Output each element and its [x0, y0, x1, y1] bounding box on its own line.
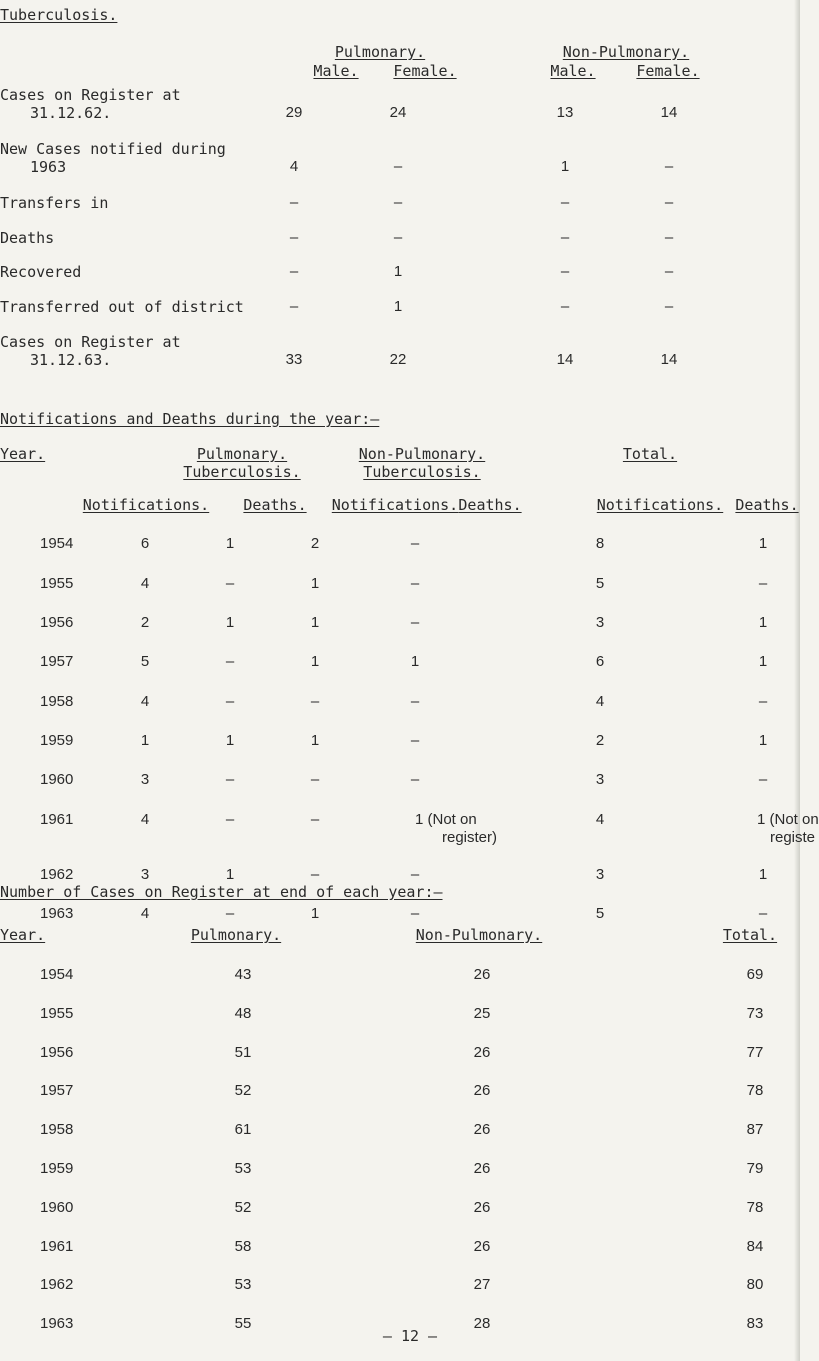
notifications-cell: 4 — [140, 905, 150, 922]
notifications-cell: – — [310, 811, 320, 828]
register-cell: – — [664, 263, 674, 280]
register-end-cell: 51 — [234, 1044, 252, 1061]
register-cell: 1 — [560, 158, 570, 175]
register-subheader: Female. — [393, 62, 457, 80]
notifications-note: registe — [770, 829, 816, 846]
register-cell: – — [393, 229, 403, 246]
notifications-subheader: Notifications. — [82, 496, 210, 514]
notifications-cell: – — [410, 732, 420, 749]
register-end-cell: 52 — [234, 1199, 252, 1216]
register-cell: 4 — [289, 158, 299, 175]
register-end-cell: 78 — [746, 1199, 764, 1216]
notifications-cell: 1 — [758, 653, 768, 670]
notifications-year: 1960 — [40, 771, 74, 788]
notifications-cell: 4 — [595, 811, 605, 828]
notifications-cell: 5 — [140, 653, 150, 670]
notifications-subheader: Deaths. — [243, 496, 307, 514]
notifications-cell: 1 — [310, 905, 320, 922]
register-end-year: 1962 — [40, 1276, 74, 1293]
register-end-header: Year. — [0, 926, 46, 944]
notifications-cell: – — [310, 866, 320, 883]
register-cell: 33 — [285, 351, 303, 368]
notifications-cell: – — [225, 905, 235, 922]
register-cell: – — [393, 194, 403, 211]
notifications-cell: 1 — [758, 614, 768, 631]
register-end-cell: 77 — [746, 1044, 764, 1061]
notifications-year-header: Year. — [0, 445, 46, 463]
notifications-cell: 1 (Not on — [415, 811, 477, 828]
register-group-header: Pulmonary. — [334, 43, 426, 61]
notifications-cell: 3 — [595, 614, 605, 631]
register-end-header: Non-Pulmonary. — [415, 926, 543, 944]
register-cell: 24 — [389, 104, 407, 121]
notifications-group-subheader: Tuberculosis. — [183, 463, 301, 481]
register-end-header: Total. — [722, 926, 778, 944]
notifications-cell: 1 — [225, 732, 235, 749]
register-end-cell: 26 — [473, 1121, 491, 1138]
notifications-cell: – — [225, 693, 235, 710]
notifications-subheader: Notifications. — [331, 496, 459, 514]
register-cell: 1 — [393, 263, 403, 280]
register-end-cell: 26 — [473, 1199, 491, 1216]
notifications-cell: 6 — [595, 653, 605, 670]
notifications-cell: – — [410, 575, 420, 592]
notifications-cell: 1 — [410, 653, 420, 670]
register-cell: – — [664, 298, 674, 315]
register-cell: – — [664, 158, 674, 175]
register-end-cell: 52 — [234, 1082, 252, 1099]
notifications-cell: – — [225, 771, 235, 788]
register-end-header: Pulmonary. — [190, 926, 282, 944]
notifications-year: 1957 — [40, 653, 74, 670]
register-row-label: Deaths — [0, 229, 55, 247]
notifications-cell: 3 — [140, 866, 150, 883]
register-row-label: Transferred out of district — [0, 298, 244, 316]
notifications-cell: 5 — [595, 905, 605, 922]
register-end-cell: 55 — [234, 1315, 252, 1332]
register-end-cell: 79 — [746, 1160, 764, 1177]
register-cell: – — [289, 229, 299, 246]
register-cell: – — [560, 194, 570, 211]
register-cell: 1 — [393, 298, 403, 315]
notifications-group-header: Total. — [622, 445, 678, 463]
notifications-heading: Notifications and Deaths during the year:– — [0, 410, 380, 428]
register-row-label: New Cases notified during — [0, 140, 226, 158]
notifications-subheader: Notifications. — [596, 496, 724, 514]
notifications-cell: 1 — [310, 575, 320, 592]
register-cell: – — [560, 229, 570, 246]
register-row-label: Cases on Register at — [0, 86, 181, 104]
register-end-cell: 58 — [234, 1238, 252, 1255]
register-cell: 29 — [285, 104, 303, 121]
notifications-cell: 4 — [595, 693, 605, 710]
notifications-cell: – — [758, 575, 768, 592]
register-end-cell: 25 — [473, 1005, 491, 1022]
notifications-year: 1961 — [40, 811, 74, 828]
notifications-cell: – — [225, 575, 235, 592]
notifications-year: 1963 — [40, 905, 74, 922]
notifications-cell: 3 — [595, 866, 605, 883]
notifications-cell: 2 — [310, 535, 320, 552]
page-edge-shadow — [794, 0, 800, 1361]
register-row-label: Transfers in — [0, 194, 109, 212]
notifications-subheader: Deaths. — [458, 496, 522, 514]
register-end-cell: 48 — [234, 1005, 252, 1022]
notifications-year: 1959 — [40, 732, 74, 749]
register-end-cell: 84 — [746, 1238, 764, 1255]
register-end-cell: 69 — [746, 966, 764, 983]
notifications-group-subheader: Tuberculosis. — [363, 463, 481, 481]
notifications-cell: 2 — [140, 614, 150, 631]
notifications-cell: – — [310, 771, 320, 788]
notifications-year: 1955 — [40, 575, 74, 592]
notifications-cell: – — [410, 693, 420, 710]
notifications-cell: 1 (Not on — [757, 811, 819, 828]
register-end-cell: 26 — [473, 1044, 491, 1061]
notifications-cell: 1 — [225, 535, 235, 552]
page-title: Tuberculosis. — [0, 6, 118, 24]
register-cell: – — [289, 298, 299, 315]
register-end-cell: 26 — [473, 1238, 491, 1255]
notifications-cell: 3 — [595, 771, 605, 788]
register-cell: 14 — [660, 104, 678, 121]
register-end-year: 1956 — [40, 1044, 74, 1061]
register-cell: – — [560, 263, 570, 280]
register-row-date: 1963 — [30, 158, 67, 176]
notifications-cell: 1 — [758, 732, 768, 749]
notifications-cell: – — [225, 811, 235, 828]
register-row-label: Recovered — [0, 263, 82, 281]
notifications-cell: 5 — [595, 575, 605, 592]
register-end-year: 1958 — [40, 1121, 74, 1138]
notifications-note: register) — [442, 829, 498, 846]
register-group-header: Non-Pulmonary. — [562, 43, 690, 61]
register-end-cell: 73 — [746, 1005, 764, 1022]
register-end-cell: 28 — [473, 1315, 491, 1332]
register-end-cell: 26 — [473, 1160, 491, 1177]
register-row-label: Cases on Register at — [0, 333, 181, 351]
register-end-cell: 43 — [234, 966, 252, 983]
register-end-heading: Number of Cases on Register at end of each year:– — [0, 883, 443, 901]
register-end-cell: 61 — [234, 1121, 252, 1138]
register-cell: 14 — [660, 351, 678, 368]
register-end-year: 1963 — [40, 1315, 74, 1332]
register-subheader: Female. — [636, 62, 700, 80]
notifications-cell: 6 — [140, 535, 150, 552]
register-end-year: 1954 — [40, 966, 74, 983]
notifications-cell: 1 — [225, 614, 235, 631]
notifications-cell: 1 — [225, 866, 235, 883]
register-subheader: Male. — [550, 62, 596, 80]
register-end-cell: 26 — [473, 966, 491, 983]
notifications-cell: – — [410, 614, 420, 631]
register-end-cell: 80 — [746, 1276, 764, 1293]
register-end-cell: 53 — [234, 1276, 252, 1293]
notifications-group-header: Non-Pulmonary. — [358, 445, 486, 463]
register-end-cell: 87 — [746, 1121, 764, 1138]
notifications-year: 1962 — [40, 866, 74, 883]
register-cell: – — [664, 229, 674, 246]
notifications-year: 1956 — [40, 614, 74, 631]
notifications-year: 1954 — [40, 535, 74, 552]
register-row-date: 31.12.63. — [30, 351, 112, 369]
notifications-cell: – — [758, 771, 768, 788]
notifications-cell: 1 — [310, 614, 320, 631]
notifications-cell: 4 — [140, 575, 150, 592]
notifications-year: 1958 — [40, 693, 74, 710]
register-row-date: 31.12.62. — [30, 104, 112, 122]
notifications-cell: – — [410, 771, 420, 788]
register-end-cell: 27 — [473, 1276, 491, 1293]
notifications-cell: – — [758, 693, 768, 710]
notifications-cell: – — [410, 905, 420, 922]
page-number: – 12 – — [382, 1327, 438, 1345]
notifications-cell: – — [310, 693, 320, 710]
register-end-year: 1959 — [40, 1160, 74, 1177]
register-cell: – — [289, 194, 299, 211]
register-end-cell: 78 — [746, 1082, 764, 1099]
register-cell: – — [393, 158, 403, 175]
notifications-cell: – — [410, 535, 420, 552]
register-cell: 22 — [389, 351, 407, 368]
register-cell: 14 — [556, 351, 574, 368]
register-subheader: Male. — [313, 62, 359, 80]
notifications-cell: – — [410, 866, 420, 883]
register-cell: – — [560, 298, 570, 315]
notifications-cell: 8 — [595, 535, 605, 552]
register-end-year: 1955 — [40, 1005, 74, 1022]
register-end-year: 1961 — [40, 1238, 74, 1255]
register-end-year: 1960 — [40, 1199, 74, 1216]
notifications-cell: – — [758, 905, 768, 922]
notifications-cell: 1 — [310, 732, 320, 749]
register-cell: 13 — [556, 104, 574, 121]
notifications-cell: 1 — [310, 653, 320, 670]
notifications-cell: 1 — [758, 866, 768, 883]
register-end-year: 1957 — [40, 1082, 74, 1099]
notifications-cell: 1 — [140, 732, 150, 749]
register-end-cell: 83 — [746, 1315, 764, 1332]
notifications-cell: 2 — [595, 732, 605, 749]
notifications-cell: – — [225, 653, 235, 670]
notifications-cell: 4 — [140, 693, 150, 710]
notifications-cell: 4 — [140, 811, 150, 828]
notifications-group-header: Pulmonary. — [196, 445, 288, 463]
register-cell: – — [289, 263, 299, 280]
register-end-cell: 26 — [473, 1082, 491, 1099]
register-cell: – — [664, 194, 674, 211]
notifications-cell: 3 — [140, 771, 150, 788]
notifications-cell: 1 — [758, 535, 768, 552]
register-end-cell: 53 — [234, 1160, 252, 1177]
notifications-subheader: Deaths. — [735, 496, 799, 514]
